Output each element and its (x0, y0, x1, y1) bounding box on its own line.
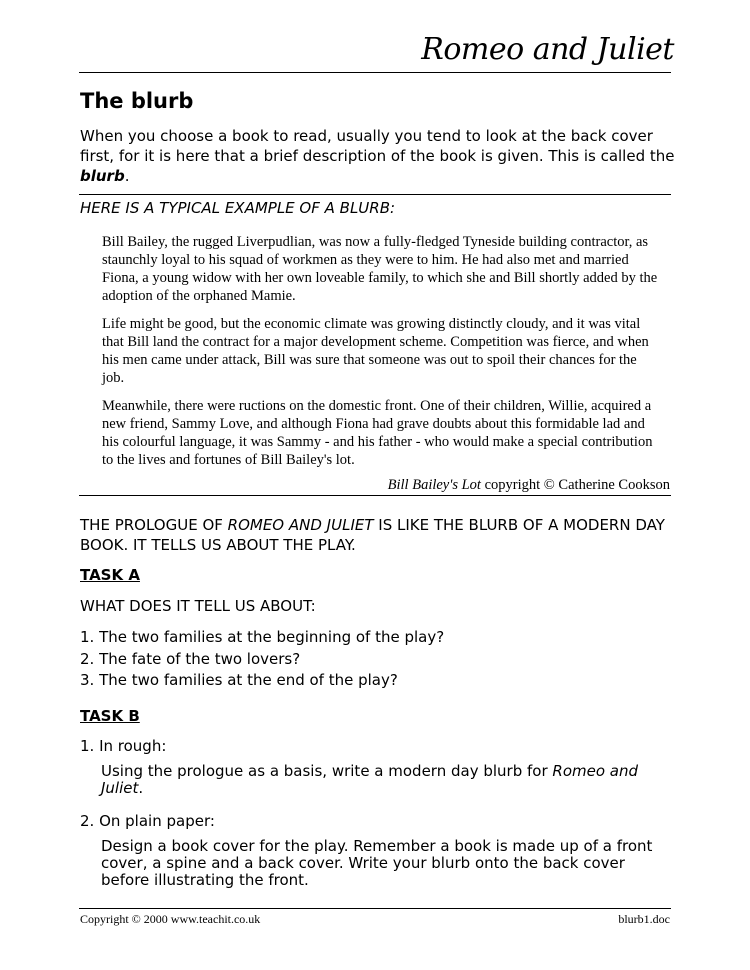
excerpt-paragraph: Life might be good, but the economic climate was growing distinctly cloudy, and it was vital that Bill land the contract for a major development scheme. Competition was fierce, and when his men came under attack, Bill was sure that someone was out to spoil their chances for the job. (102, 316, 649, 386)
step1-desc-end: . (138, 779, 144, 797)
footer-copyright: Copyright © 2000 www.teachit.co.uk (80, 912, 261, 926)
page-heading: The blurb (80, 89, 194, 113)
credit-book-title: Bill Bailey's Lot (387, 477, 481, 493)
excerpt-paragraph: Meanwhile, there were ructions on the domestic front. One of their children, Willie, acquired a new friend, Sammy Love, and although Fiona had grave doubts about this formidable lad and his colourful language, it was Sammy - and his father - who would make a special contribution to the lives and fortunes of Bill Bailey's lot. (102, 398, 653, 468)
prologue-play-title: ROMEO AND JULIET (227, 516, 374, 534)
excerpt-bottom-rule (79, 495, 671, 496)
footer-filename: blurb1.doc (618, 912, 670, 926)
excerpt-top-rule (79, 194, 671, 195)
intro-text-start: When you choose a book to read, usually you tend to look at the back cover first, for it is here that a brief description of the book is given. This is called the (80, 127, 675, 165)
prologue-text-start: THE PROLOGUE OF (80, 516, 228, 534)
blurb-excerpt (102, 233, 662, 479)
step1-desc-start: Using the prologue as a basis, write a modern day blurb for (101, 762, 553, 780)
intro-paragraph (80, 126, 680, 186)
excerpt-paragraph: Bill Bailey, the rugged Liverpudlian, was now a fully-fledged Tyneside building contractor, as staunchly loyal to his squad of workmen as they were to him. He had also met and married Fiona, a young widow with her own loveable family, to which she and Bill shortly added by the adoption of the orphaned Mamie. (102, 234, 658, 304)
task-a-question: WHAT DOES IT TELL US ABOUT: (80, 597, 316, 615)
list-item: 3. The two families at the end of the play? (80, 671, 398, 689)
list-item: 1. The two families at the beginning of the play? (80, 628, 445, 646)
prologue-statement (80, 515, 670, 555)
task-b-step-1-description (101, 763, 661, 797)
step1-play-title: Romeo and Juliet (101, 762, 639, 797)
header-rule (79, 72, 671, 73)
task-a-list (80, 627, 444, 692)
excerpt-credit (388, 477, 670, 494)
intro-term: blurb (80, 167, 125, 185)
footer-rule (79, 908, 671, 909)
credit-copyright: copyright © Catherine Cookson (480, 477, 670, 493)
task-b-step-1-label: 1. In rough: (80, 737, 167, 755)
task-b-step-2-description: Design a book cover for the play. Remember a book is made up of a front cover, a spine and a back cover. Write your blurb onto the back cover before illustrating the front. (101, 837, 653, 889)
example-label: HERE IS A TYPICAL EXAMPLE OF A BLURB: (80, 199, 396, 217)
task-b-heading: TASK B (80, 707, 140, 725)
task-a-heading: TASK A (80, 566, 140, 584)
list-item: 2. The fate of the two lovers? (80, 649, 301, 668)
header-title: Romeo and Juliet (421, 32, 674, 67)
prologue-text-end: IS LIKE THE BLURB OF A MODERN DAY BOOK. IT TELLS US ABOUT THE PLAY. (80, 516, 665, 554)
intro-text-end: . (124, 167, 130, 185)
task-b-step-2-label: 2. On plain paper: (80, 812, 215, 830)
